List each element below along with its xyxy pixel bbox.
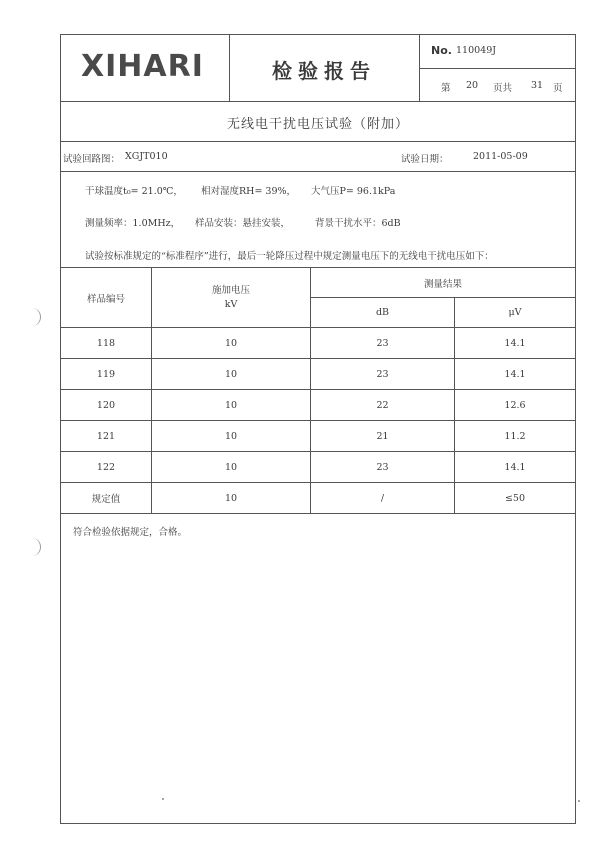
temperature: 干球温度t₀= 21.0℃， xyxy=(85,186,183,197)
uv-value: 12.6 xyxy=(455,390,576,421)
humidity: 相对湿度RH= 39%， xyxy=(201,186,297,197)
sample-id: 118 xyxy=(61,328,152,359)
page-prefix: 第 xyxy=(441,83,451,94)
sample-id: 121 xyxy=(61,421,152,452)
test-conditions xyxy=(61,171,575,267)
background-level: 背景干扰水平：6dB xyxy=(315,218,401,229)
table-row xyxy=(61,359,575,390)
report-number: 110049J xyxy=(456,45,497,56)
sample-header: 样品编号 xyxy=(61,268,152,328)
document-title: 检验报告 xyxy=(272,59,376,83)
company-logo: XIHARI xyxy=(81,49,204,84)
spec-voltage: 10 xyxy=(152,483,311,514)
page-mid: 页共 xyxy=(493,83,513,94)
result-header: 测量结果 xyxy=(311,268,576,298)
voltage-header xyxy=(152,268,311,328)
sample-id: 120 xyxy=(61,390,152,421)
test-info-row xyxy=(61,141,575,172)
applied-voltage: 10 xyxy=(152,421,311,452)
uv-value: 14.1 xyxy=(455,452,576,483)
sample-id: 119 xyxy=(61,359,152,390)
scan-speck xyxy=(162,798,164,800)
applied-voltage: 10 xyxy=(152,452,311,483)
page-total: 31 xyxy=(531,80,544,91)
uv-header: μV xyxy=(455,298,576,328)
test-date-label: 试验日期： xyxy=(401,154,449,165)
procedure-note: 试验按标准规定的“标准程序”进行，最后一轮降压过程中规定测量电压下的无线电干扰电压如下： xyxy=(85,251,494,262)
db-value: 23 xyxy=(311,452,455,483)
report-sheet xyxy=(60,34,576,824)
db-value: 23 xyxy=(311,359,455,390)
pressure: 大气压P= 96.1kPa xyxy=(311,186,396,197)
db-value: 21 xyxy=(311,421,455,452)
report-header xyxy=(61,35,575,102)
spec-row xyxy=(61,483,575,514)
uv-value: 14.1 xyxy=(455,359,576,390)
applied-voltage: 10 xyxy=(152,359,311,390)
applied-voltage: 10 xyxy=(152,328,311,359)
voltage-header-unit: kV xyxy=(224,298,238,310)
sample-installation: 样品安装：悬挂安装， xyxy=(195,218,291,229)
test-date: 2011-05-09 xyxy=(473,151,528,162)
report-number-cell xyxy=(419,35,575,69)
spec-db: / xyxy=(311,483,455,514)
scan-speck xyxy=(578,800,580,802)
db-value: 23 xyxy=(311,328,455,359)
spec-uv: ≤50 xyxy=(455,483,576,514)
applied-voltage: 10 xyxy=(152,390,311,421)
sample-id: 122 xyxy=(61,452,152,483)
logo-cell xyxy=(61,35,230,101)
title-cell xyxy=(229,35,420,101)
page-suffix: 页 xyxy=(553,83,563,94)
results-table xyxy=(61,267,575,514)
report-number-label: No. xyxy=(431,44,452,57)
table-row xyxy=(61,421,575,452)
voltage-header-label: 施加电压 xyxy=(211,284,250,296)
conclusion: 符合检验依据规定，合格。 xyxy=(73,527,188,538)
uv-value: 11.2 xyxy=(455,421,576,452)
spec-label: 规定值 xyxy=(61,483,152,514)
table-row xyxy=(61,390,575,421)
db-header: dB xyxy=(311,298,455,328)
page-indicator xyxy=(419,68,575,101)
db-value: 22 xyxy=(311,390,455,421)
page-current: 20 xyxy=(466,80,479,91)
test-title: 无线电干扰电压试验（附加） xyxy=(226,117,409,132)
table-row xyxy=(61,328,575,359)
table-row xyxy=(61,452,575,483)
binding-hole-top xyxy=(30,308,41,326)
circuit-label: 试验回路图： xyxy=(63,154,121,165)
test-title-row xyxy=(61,101,575,142)
binding-hole-bottom xyxy=(30,538,41,556)
measure-frequency: 测量频率：1.0MHz， xyxy=(85,218,181,229)
uv-value: 14.1 xyxy=(455,328,576,359)
circuit-value: XGJT010 xyxy=(125,151,168,162)
